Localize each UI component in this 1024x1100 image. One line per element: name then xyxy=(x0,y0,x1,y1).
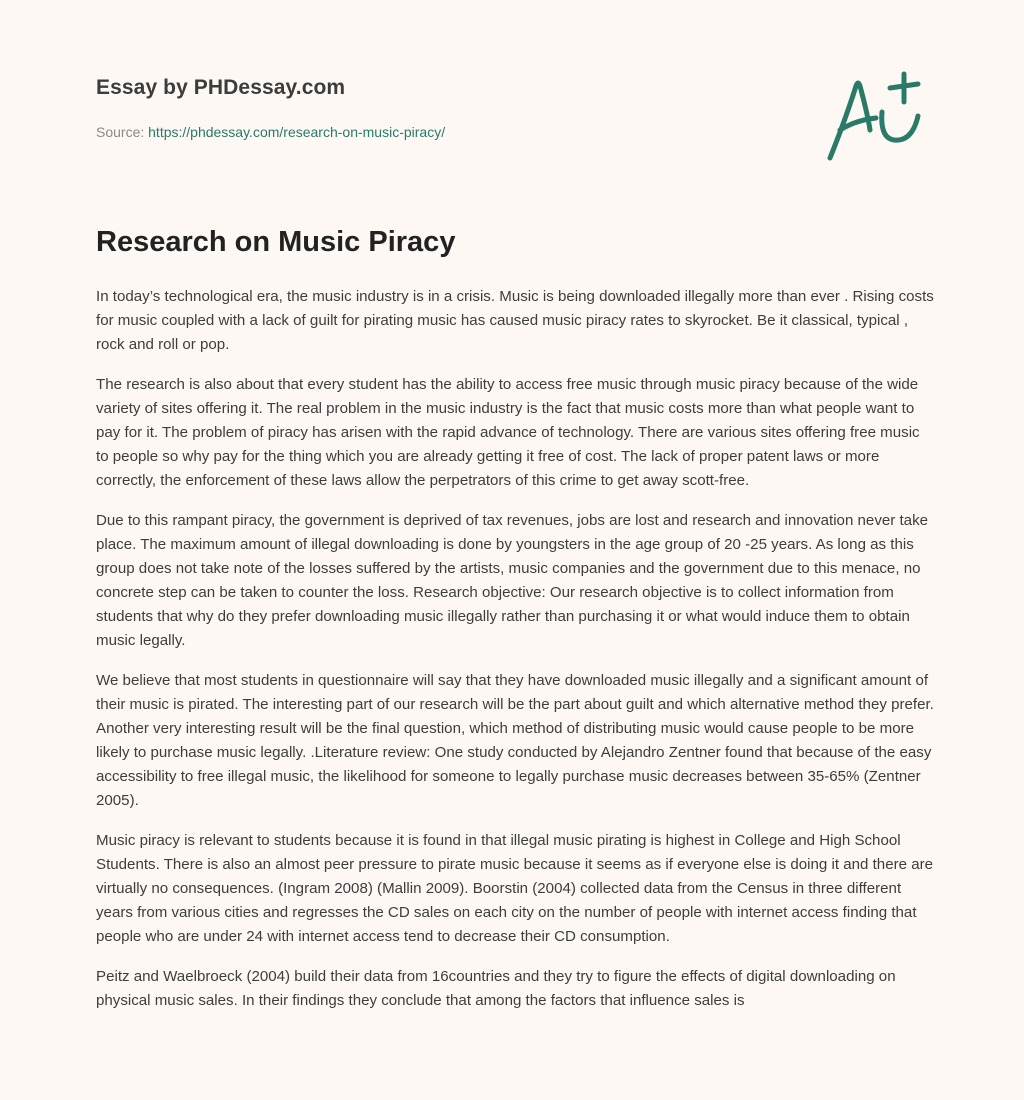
a-plus-icon xyxy=(824,68,924,164)
source-line xyxy=(96,124,445,140)
article-title: Research on Music Piracy xyxy=(96,226,456,258)
article-paragraph: Due to this rampant piracy, the government is deprived of tax revenues, jobs are lost and research and innovation never take place. The maximum amount of illegal downloading is done by youngsters in the age group of 20 -25 years. As long as this group does not take note of the losses suffered by the artists, music companies and the government due to this menace, no concrete step can be taken to counter the loss. Research objective: Our research objective is to collect information from students that why do they prefer downloading music illegally rather than purchasing it or what would induce them to obtain music legally. xyxy=(96,512,929,649)
source-label: Source: xyxy=(96,124,149,140)
site-brand: Essay by PHDessay.com xyxy=(96,76,346,99)
article-paragraph: We believe that most students in questionnaire will say that they have downloaded music illegally and a significant amount of their music is pirated. The interesting part of our research will be the part about guilt and which alternative method they prefer. Another very interesting result will be the final question, which method of distributing music would cause people to be more likely to purchase music legally. .Literature review: One study conducted by Alejandro Zentner found that because of the easy accessibility to free illegal music, the likelihood for someone to legally purchase music decreases between 35-65% (Zentner 2005). xyxy=(96,672,934,809)
article-body xyxy=(96,285,934,1029)
article-paragraph: Peitz and Waelbroeck (2004) build their data from 16countries and they try to figure the effects of digital downloading on physical music sales. In their findings they conclude that among the factors that influence sales is xyxy=(96,968,896,1009)
article-paragraph: Music piracy is relevant to students because it is found in that illegal music pirating is highest in College and High School Students. There is also an almost peer pressure to pirate music because it seems as if everyone else is doing it and there are virtually no consequences. (Ingram 2008) (Mallin 2009). Boorstin (2004) collected data from the Census in three different years from various cities and regresses the CD sales on each city on the number of people with internet access finding that people who are under 24 with internet access tend to decrease their CD consumption. xyxy=(96,832,934,945)
article-paragraph: In today’s technological era, the music industry is in a crisis. Music is being downloaded illegally more than ever . Rising costs for music coupled with a lack of guilt for pirating music has caused music piracy rates to skyrocket. Be it classical, typical , rock and roll or pop. xyxy=(96,288,934,353)
article-paragraph: The research is also about that every student has the ability to access free music through music piracy because of the wide variety of sites offering it. The real problem in the music industry is the fact that music costs more than what people want to pay for it. The problem of piracy has arisen with the rapid advance of technology. There are various sites offering free music to people so why pay for the thing which you are already getting it free of cost. The lack of proper patent laws or more correctly, the enforcement of these laws allow the perpetrators of this crime to get away scott-free. xyxy=(96,376,920,489)
source-link[interactable]: https://phdessay.com/research-on-music-piracy/ xyxy=(148,124,446,140)
